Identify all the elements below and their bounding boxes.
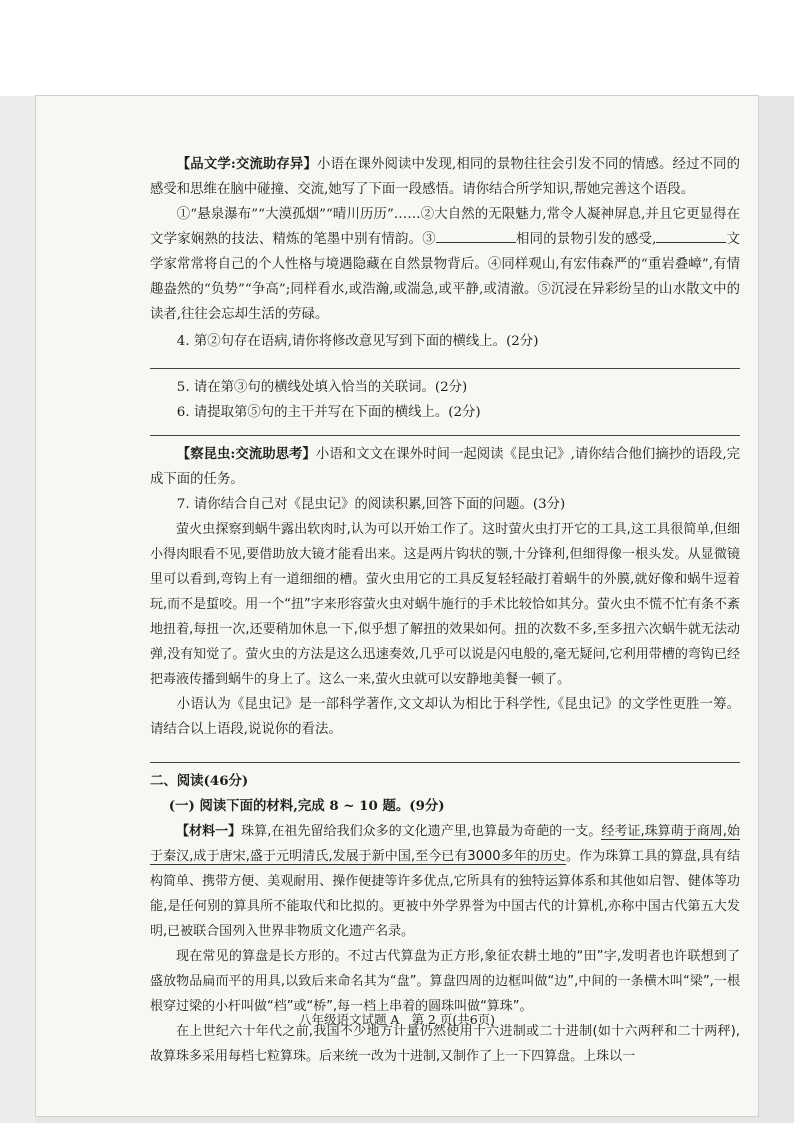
scan-top-margin [0,0,794,96]
insect-section-tag: 【察昆虫:交流助思考】 [176,446,316,462]
question-7-prompt: 小语认为《昆虫记》是一部科学著作,文文却认为相比于科学性,《昆虫记》的文学性更胜一筹。请结合以上语段,说说你的看法。 [150,697,740,737]
question-4: 4. 第②句存在语病,请你将修改意见写到下面的横线上。(2分) [176,334,539,349]
exam-content [150,152,740,1069]
blank-1[interactable] [436,242,516,243]
answer-line-7[interactable] [150,742,740,763]
part-2-sub-1: (一) 阅读下面的材料,完成 8 ~ 10 题。(9分) [168,798,445,814]
material-1-tag: 【材料一】 [176,824,242,839]
footer-page: 第 2 页(共6页) [411,1012,496,1027]
part-2-title: 二、阅读(46分) [150,773,249,789]
material-1-para-2: 现在常见的算盘是长方形的。不过古代算盘为正方形,象征农耕土地的“田”字,发明者也许联想到了盛放物品扁而平的用具,以致后来命名其为“盘”。算盘四周的边框叫做“边”,中间的一条横木叫“梁”,一根根穿过梁的小杆叫做“档”或“桥”,每一档上串着的圆珠叫做“算珠”。 [150,949,740,1014]
scan-left-margin [0,96,36,1123]
question-5: 5. 请在第③句的横线处填入恰当的关联词。(2分) [176,380,468,395]
lit-section-intro: 【品文学:交流助存异】小语在课外阅读中发现,相同的景物往往会引发不同的情感。经过不同的感受和思维在脑中碰撞、交流,她写了下面一段感悟。请你结合所学知识,帮她完善这个语段。 [150,156,740,197]
footer-title: 八年级语文试题 A [298,1012,400,1027]
underlined-sentence: 经考证,珠算萌于商周,始于秦汉,成于唐宋,盛于元明清氏,发展于新中国,至今已有3000多年的历史 [150,824,740,864]
lit-section-tag: 【品文学:交流助存异】 [176,156,317,172]
material-1-para-3: 在上世纪六十年代之前,我国不少地方计量仍然使用十六进制或二十进制(如十六两秤和二十两秤),故算珠多采用每档七粒算珠。后来统一改为十进制,又制作了上一下四算盘。上珠以一 [150,1024,740,1064]
page-footer [0,1010,794,1028]
answer-line-4[interactable] [150,354,740,369]
question-7: 7. 请你结合自己对《昆虫记》的阅读积累,回答下面的问题。(3分) [176,497,566,512]
insect-excerpt: 萤火虫探察到蜗牛露出软肉时,认为可以开始工作了。这时萤火虫打开它的工具,这工具很简单,但细小得肉眼看不见,要借助放大镜才能看出来。这是两片钩状的颚,十分锋利,但细得像一根头发。从显微镜里可以看到,弯钩上有一道细细的槽。萤火虫用它的工具反复轻轻敲打着蜗牛的外膜,就好像和蜗牛逗着玩,而不是蜇咬。用一个“扭”字来形容萤火虫对蜗牛施行的手术比较恰如其分。萤火虫不慌不忙有条不紊地扭着,每扭一次,还要稍加休息一下,似乎想了解扭的效果如何。扭的次数不多,至多扭六次蜗牛就无法动弹,没有知觉了。萤火虫的方法是这么迅速奏效,几乎可以说是闪电般的,毫无疑问,它利用带槽的弯钩已经把毒液传播到蜗牛的身上了。这么一来,萤火虫就可以安静地美餐一顿了。 [150,522,740,687]
blank-2[interactable] [656,242,726,243]
question-6: 6. 请提取第⑤句的主干并写在下面的横线上。(2分) [176,405,481,420]
material-1: 【材料一】珠算,在祖先留给我们众多的文化遗产里,也算最为奇葩的一支。经考证,珠算萌于商周,始于秦汉,成于唐宋,盛于元明清氏,发展于新中国,至今已有3000多年的历史。作为珠算工具的算盘,具有结构简单、携带方便、美观耐用、操作便捷等许多优点,它所具有的独特运算体系和其他如启智、健体等功能,是任何别的算具所不能取代和比拟的。更被中外学界誉为中国古代的计算机,亦称中国古代第五大发明,已被联合国列入世界非物质文化遗产名录。 [150,824,740,939]
answer-line-6[interactable] [150,425,740,436]
lit-paragraph: ①“悬泉瀑布”“大漠孤烟”“晴川历历”……②大自然的无限魅力,常令人凝神屏息,并且它更显得在文学家娴熟的技法、精炼的笔墨中别有情韵。③ 相同的景物引发的感受, 文学家常常将自己的个人性格与境遇隐藏在自然景物背后。④同样观山,有宏伟森严的“重岩叠嶂”,有情趣盎然的“负势”“争高”;同样看水,或浩瀚,或湍急,或平静,或清澈。⑤沉浸在异彩纷呈的山水散文中的读者,往往会忘却生活的劳碌。 [150,207,741,322]
insect-section-intro: 【察昆虫:交流助思考】小语和文文在课外时间一起阅读《昆虫记》,请你结合他们摘抄的语段,完成下面的任务。 [150,446,740,487]
